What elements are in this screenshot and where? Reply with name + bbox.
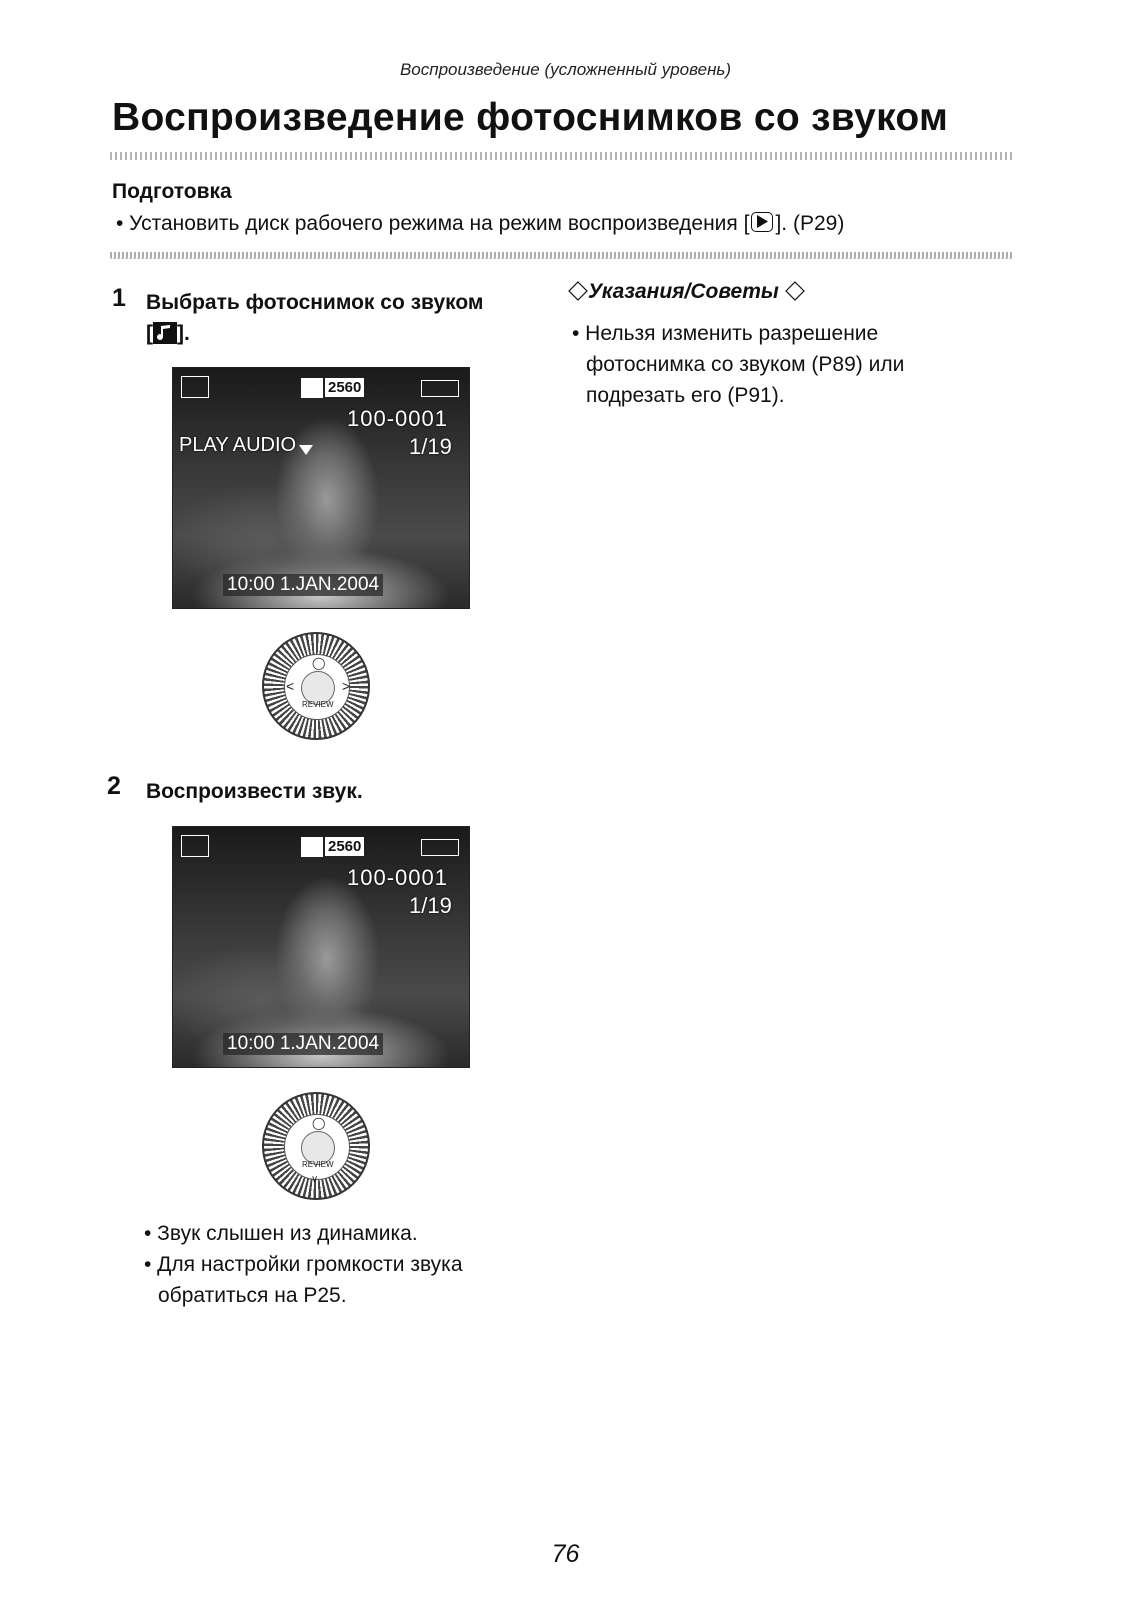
step-2-number: 2 <box>107 772 121 800</box>
tip-line-2: фотоснимка со звуком (P89) или <box>586 353 905 376</box>
step-1-line1: Выбрать фотоснимок со звуком <box>146 291 484 314</box>
down-arrow-icon <box>299 442 313 460</box>
preparation-divider <box>110 252 1012 259</box>
dial-review-label: REVIEW <box>302 1160 334 1169</box>
step-2-notes <box>144 1218 463 1311</box>
camera-screen-1 <box>172 367 470 609</box>
note-volume-cont: обратиться на P25. <box>158 1284 347 1307</box>
step-1-number: 1 <box>112 284 126 312</box>
preparation-heading: Подготовка <box>112 180 232 203</box>
preparation-text-before: • Установить диск рабочего режима на режим воспроизведения [ <box>116 212 750 235</box>
dial-review-label: REVIEW <box>302 700 334 709</box>
cursor-dial-1[interactable] <box>262 632 370 740</box>
audio-indicator-icon <box>301 837 323 857</box>
file-number: 100-0001 <box>347 406 448 431</box>
page-number: 76 <box>551 1540 580 1568</box>
preparation-text-after: ]. (P29) <box>775 212 845 235</box>
tips-title-text: Указания/Советы <box>588 280 779 303</box>
diamond-icon <box>568 280 588 303</box>
note-volume: • Для настройки громкости звука <box>144 1253 463 1276</box>
right-arrow-icon: > <box>342 678 351 694</box>
running-header: Воспроизведение (усложненный уровень) <box>399 60 732 79</box>
left-arrow-icon: < <box>286 678 295 694</box>
title-divider <box>110 152 1012 160</box>
play-audio-label: PLAY AUDIO <box>179 434 297 456</box>
step-2-text: Воспроизвести звук. <box>146 780 363 803</box>
tip-line-1: • Нельзя изменить разрешение <box>572 322 879 345</box>
preparation-text <box>116 212 844 236</box>
battery-icon <box>421 839 459 856</box>
self-timer-icon: ◯ <box>312 656 326 670</box>
datetime-label: 10:00 1.JAN.2004 <box>223 574 383 596</box>
playback-mode-icon <box>181 835 209 857</box>
image-counter: 1/19 <box>409 893 452 918</box>
down-arrow-icon: ∨ <box>311 1174 319 1185</box>
camera-screen-2 <box>172 826 470 1068</box>
play-icon <box>751 212 773 232</box>
audio-indicator-icon <box>301 378 323 398</box>
self-timer-icon: ◯ <box>312 1116 326 1130</box>
cursor-dial-2[interactable] <box>262 1092 370 1200</box>
step-1-bracket-close: ]. <box>177 322 190 345</box>
file-number: 100-0001 <box>347 865 448 890</box>
tips-heading <box>568 280 805 304</box>
playback-mode-icon <box>181 376 209 398</box>
note-speaker: • Звук слышен из динамика. <box>144 1222 418 1245</box>
tip-line-3: подрезать его (P91). <box>586 384 785 407</box>
datetime-label: 10:00 1.JAN.2004 <box>223 1033 383 1055</box>
page-title: Воспроизведение фотоснимков со звуком <box>112 96 949 139</box>
image-counter: 1/19 <box>409 434 452 459</box>
resolution-badge: 2560 <box>325 378 364 397</box>
battery-icon <box>421 380 459 397</box>
audio-icon <box>153 322 177 344</box>
diamond-icon <box>785 280 805 303</box>
step-1-bracket-open: [ <box>146 322 153 345</box>
resolution-badge: 2560 <box>325 837 364 856</box>
step-1-line2 <box>146 318 483 349</box>
step-1-text <box>146 287 483 349</box>
tips-text <box>572 318 972 411</box>
